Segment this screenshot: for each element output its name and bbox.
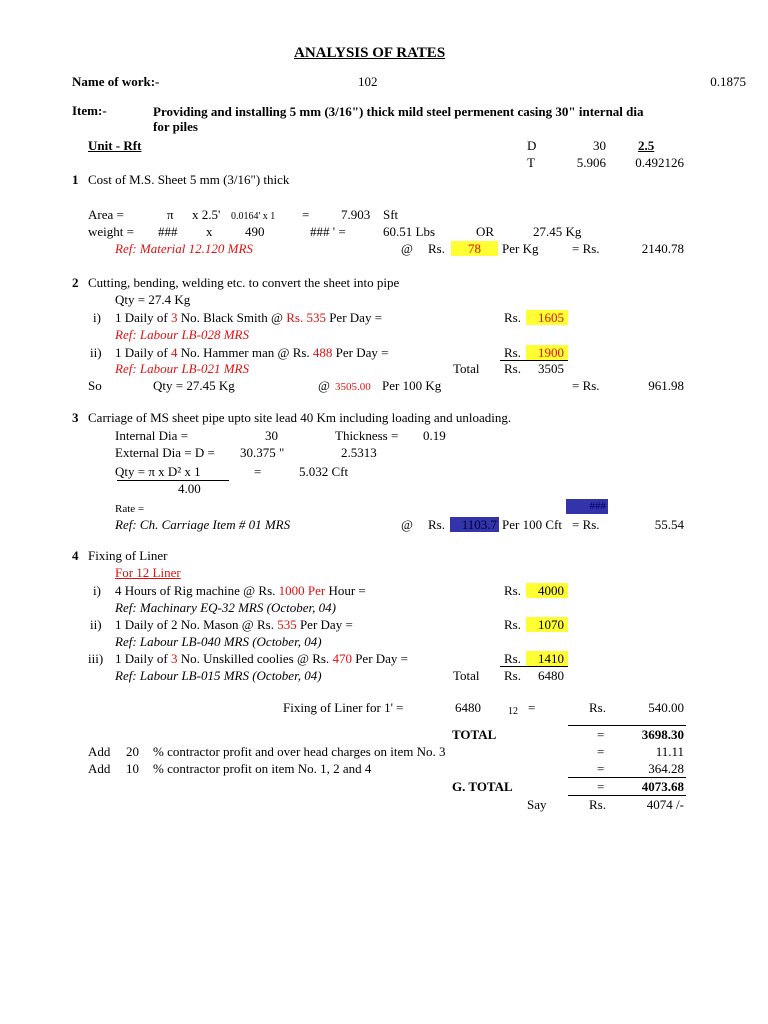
section4-iii-line: 1 Daily of 3 No. Unskilled coolies @ Rs. 470 Per Day = bbox=[115, 651, 409, 666]
section2-i-marker: i) bbox=[93, 310, 101, 325]
rate-hash: ### bbox=[589, 500, 606, 512]
item-description-line2: for piles bbox=[153, 119, 198, 134]
section4-sum-line bbox=[500, 666, 568, 667]
section2-i-rs: Rs. bbox=[504, 310, 521, 325]
fixing-eq: = bbox=[528, 700, 536, 715]
add2-amount: 364.28 bbox=[648, 761, 684, 776]
gtotal-top-line bbox=[568, 777, 686, 778]
weight-or: OR bbox=[476, 224, 495, 239]
section2-total-amount: 3505 bbox=[538, 361, 564, 376]
section1-eqrs: = Rs. bbox=[572, 241, 600, 256]
external-dia-label: External Dia = D = bbox=[115, 445, 215, 460]
section4-title: Fixing of Liner bbox=[88, 548, 168, 563]
unit-label: Unit - Rft bbox=[88, 138, 142, 153]
add2-label: Add bbox=[88, 761, 111, 776]
area-label: Area = bbox=[88, 207, 124, 222]
area-unit: Sft bbox=[383, 207, 399, 222]
pi-symbol: π bbox=[167, 207, 174, 222]
section4-i-line: 4 Hours of Rig machine @ Rs. 1000 Per Hour = bbox=[115, 583, 366, 598]
weight-kg: 27.45 Kg bbox=[533, 224, 582, 239]
fixing-divisor: 12 bbox=[508, 706, 518, 717]
section4-iii-marker: iii) bbox=[88, 651, 104, 666]
section2-i-line: 1 Daily of 3 No. Black Smith @ Rs. 535 Per Day = bbox=[115, 310, 383, 325]
qty-fraction-line bbox=[117, 480, 229, 481]
weight-hash1: ### bbox=[158, 224, 178, 239]
section4-ii-line: 1 Daily of 2 No. Mason @ Rs. 535 Per Day = bbox=[115, 617, 353, 632]
section3-ref: Ref: Ch. Carriage Item # 01 MRS bbox=[115, 517, 291, 532]
section1-ref: Ref: Material 12.120 MRS bbox=[115, 241, 253, 256]
section3-rate: 1103.7 bbox=[461, 517, 497, 532]
gtotal-amount: 4073.68 bbox=[641, 779, 684, 794]
add1-text: % contractor profit and over head charges on item No. 3 bbox=[153, 744, 446, 759]
fixing-label: Fixing of Liner for 1' = bbox=[283, 700, 404, 715]
weight-hash2: ### ' = bbox=[310, 224, 346, 239]
add2-text: % contractor profit on item No. 1, 2 and 4 bbox=[153, 761, 372, 776]
add1-amount: 11.11 bbox=[655, 744, 684, 759]
rate-label: Rate = bbox=[115, 503, 145, 515]
section3-rs: Rs. bbox=[428, 517, 445, 532]
section4-number: 4 bbox=[72, 548, 79, 563]
t-label: T bbox=[527, 155, 535, 170]
section2-ref1: Ref: Labour LB-028 MRS bbox=[115, 327, 249, 342]
name-of-work-value: 102 bbox=[358, 74, 378, 89]
weight-490: 490 bbox=[245, 224, 265, 239]
section3-title: Carriage of MS sheet pipe upto site lead 40 Km including loading and unloading. bbox=[88, 410, 512, 425]
section4-ii-rs: Rs. bbox=[504, 617, 521, 632]
section3-number: 3 bbox=[72, 410, 79, 425]
item-label: Item:- bbox=[72, 103, 107, 118]
section4-ii-amount: 1070 bbox=[538, 617, 564, 632]
section1-at: @ bbox=[401, 241, 413, 256]
weight-x: x bbox=[206, 224, 213, 239]
add2-eq: = bbox=[597, 761, 605, 776]
thickness-value: 0.19 bbox=[423, 428, 446, 443]
section2-ii-marker: ii) bbox=[90, 345, 102, 360]
say-label: Say bbox=[527, 797, 547, 812]
qty-value: 5.032 Cft bbox=[299, 464, 349, 479]
section4-i-rs: Rs. bbox=[504, 583, 521, 598]
external-dia-value: 30.375 " bbox=[240, 445, 285, 460]
t-value2: 0.492126 bbox=[635, 155, 684, 170]
say-amount: 4074 /- bbox=[646, 797, 684, 812]
section2-ref2: Ref: Labour LB-021 MRS bbox=[115, 361, 249, 376]
section1-per: Per Kg bbox=[502, 241, 539, 256]
area-x25: x 2.5' bbox=[192, 207, 221, 222]
say-rs: Rs. bbox=[589, 797, 606, 812]
total-amount: 3698.30 bbox=[641, 727, 684, 742]
section3-amount: 55.54 bbox=[654, 517, 684, 532]
d-value2: 2.5 bbox=[638, 138, 655, 153]
section1-amount: 2140.78 bbox=[641, 241, 684, 256]
section4-ref3: Ref: Labour LB-015 MRS (October, 04) bbox=[115, 668, 322, 683]
fixing-amount: 540.00 bbox=[648, 700, 684, 715]
section3-at: @ bbox=[401, 517, 413, 532]
d-label: D bbox=[527, 138, 537, 153]
internal-dia-value: 30 bbox=[265, 428, 278, 443]
section2-ii-amount: 1900 bbox=[538, 345, 564, 360]
total-eq: = bbox=[597, 727, 605, 742]
weight-lbs: 60.51 Lbs bbox=[383, 224, 435, 239]
area-eq: = bbox=[302, 207, 310, 222]
qty-formula: Qty = π x D² x 1 bbox=[115, 464, 201, 479]
section4-ref1: Ref: Machinary EQ-32 MRS (October, 04) bbox=[115, 600, 336, 615]
area-value: 7.903 bbox=[341, 207, 371, 222]
section2-total-rs: Rs. bbox=[504, 361, 521, 376]
add2-percent: 10 bbox=[126, 761, 139, 776]
t-value1: 5.906 bbox=[576, 155, 606, 170]
section4-iii-amount: 1410 bbox=[538, 651, 564, 666]
section2-title: Cutting, bending, welding etc. to convert the sheet into pipe bbox=[88, 275, 400, 290]
section2-so: So bbox=[88, 378, 102, 393]
section1-title: Cost of M.S. Sheet 5 mm (3/16") thick bbox=[88, 172, 290, 187]
section2-at: @ bbox=[318, 378, 330, 393]
thickness-label: Thickness = bbox=[335, 428, 399, 443]
fixing-rs: Rs. bbox=[589, 700, 606, 715]
add1-percent: 20 bbox=[126, 744, 139, 759]
section2-rate: 3505.00 bbox=[335, 381, 371, 393]
external-dia-value2: 2.5313 bbox=[341, 445, 377, 460]
item-description-line1: Providing and installing 5 mm (3/16") thick mild steel permenent casing 30" internal dia bbox=[153, 104, 644, 119]
section4-subtitle: For 12 Liner bbox=[115, 565, 181, 580]
section2-ii-line: 1 Daily of 4 No. Hammer man @ Rs. 488 Per Day = bbox=[115, 345, 389, 360]
total-label: TOTAL bbox=[452, 727, 497, 742]
section4-total-amount: 6480 bbox=[538, 668, 564, 683]
section2-number: 2 bbox=[72, 275, 79, 290]
section2-i-amount: 1605 bbox=[538, 310, 564, 325]
add1-label: Add bbox=[88, 744, 111, 759]
section2-total-label: Total bbox=[453, 361, 480, 376]
section4-total-label: Total bbox=[453, 668, 480, 683]
section2-qty: Qty = 27.4 Kg bbox=[115, 292, 191, 307]
section2-ii-rs: Rs. bbox=[504, 345, 521, 360]
section2-qty2: Qty = 27.45 Kg bbox=[153, 378, 235, 393]
page-title: ANALYSIS OF RATES bbox=[294, 45, 446, 61]
total-top-line bbox=[568, 725, 686, 726]
section3-per: Per 100 Cft bbox=[502, 517, 562, 532]
gtotal-label: G. TOTAL bbox=[452, 779, 513, 794]
area-small: 0.0164' x 1 bbox=[231, 211, 276, 222]
fixing-value: 6480 bbox=[455, 700, 481, 715]
section2-per: Per 100 Kg bbox=[382, 378, 442, 393]
section4-i-amount: 4000 bbox=[538, 583, 564, 598]
name-of-work-label: Name of work:- bbox=[72, 74, 160, 89]
section1-number: 1 bbox=[72, 172, 79, 187]
section2-amount: 961.98 bbox=[648, 378, 684, 393]
section3-eqrs: = Rs. bbox=[572, 517, 600, 532]
d-value1: 30 bbox=[593, 138, 606, 153]
add1-eq: = bbox=[597, 744, 605, 759]
qty-denominator: 4.00 bbox=[178, 481, 201, 496]
gtotal-eq: = bbox=[597, 779, 605, 794]
section4-ii-marker: ii) bbox=[90, 617, 102, 632]
section4-total-rs: Rs. bbox=[504, 668, 521, 683]
section4-i-marker: i) bbox=[93, 583, 101, 598]
internal-dia-label: Internal Dia = bbox=[115, 428, 189, 443]
weight-label: weight = bbox=[88, 224, 134, 239]
section4-iii-rs: Rs. bbox=[504, 651, 521, 666]
section2-eqrs: = Rs. bbox=[572, 378, 600, 393]
qty-eq: = bbox=[254, 464, 262, 479]
corner-value: 0.1875 bbox=[710, 74, 746, 89]
gtotal-bottom-line bbox=[568, 795, 686, 796]
section1-rs: Rs. bbox=[428, 241, 445, 256]
section4-ref2: Ref: Labour LB-040 MRS (October, 04) bbox=[115, 634, 322, 649]
section1-rate: 78 bbox=[468, 241, 481, 256]
